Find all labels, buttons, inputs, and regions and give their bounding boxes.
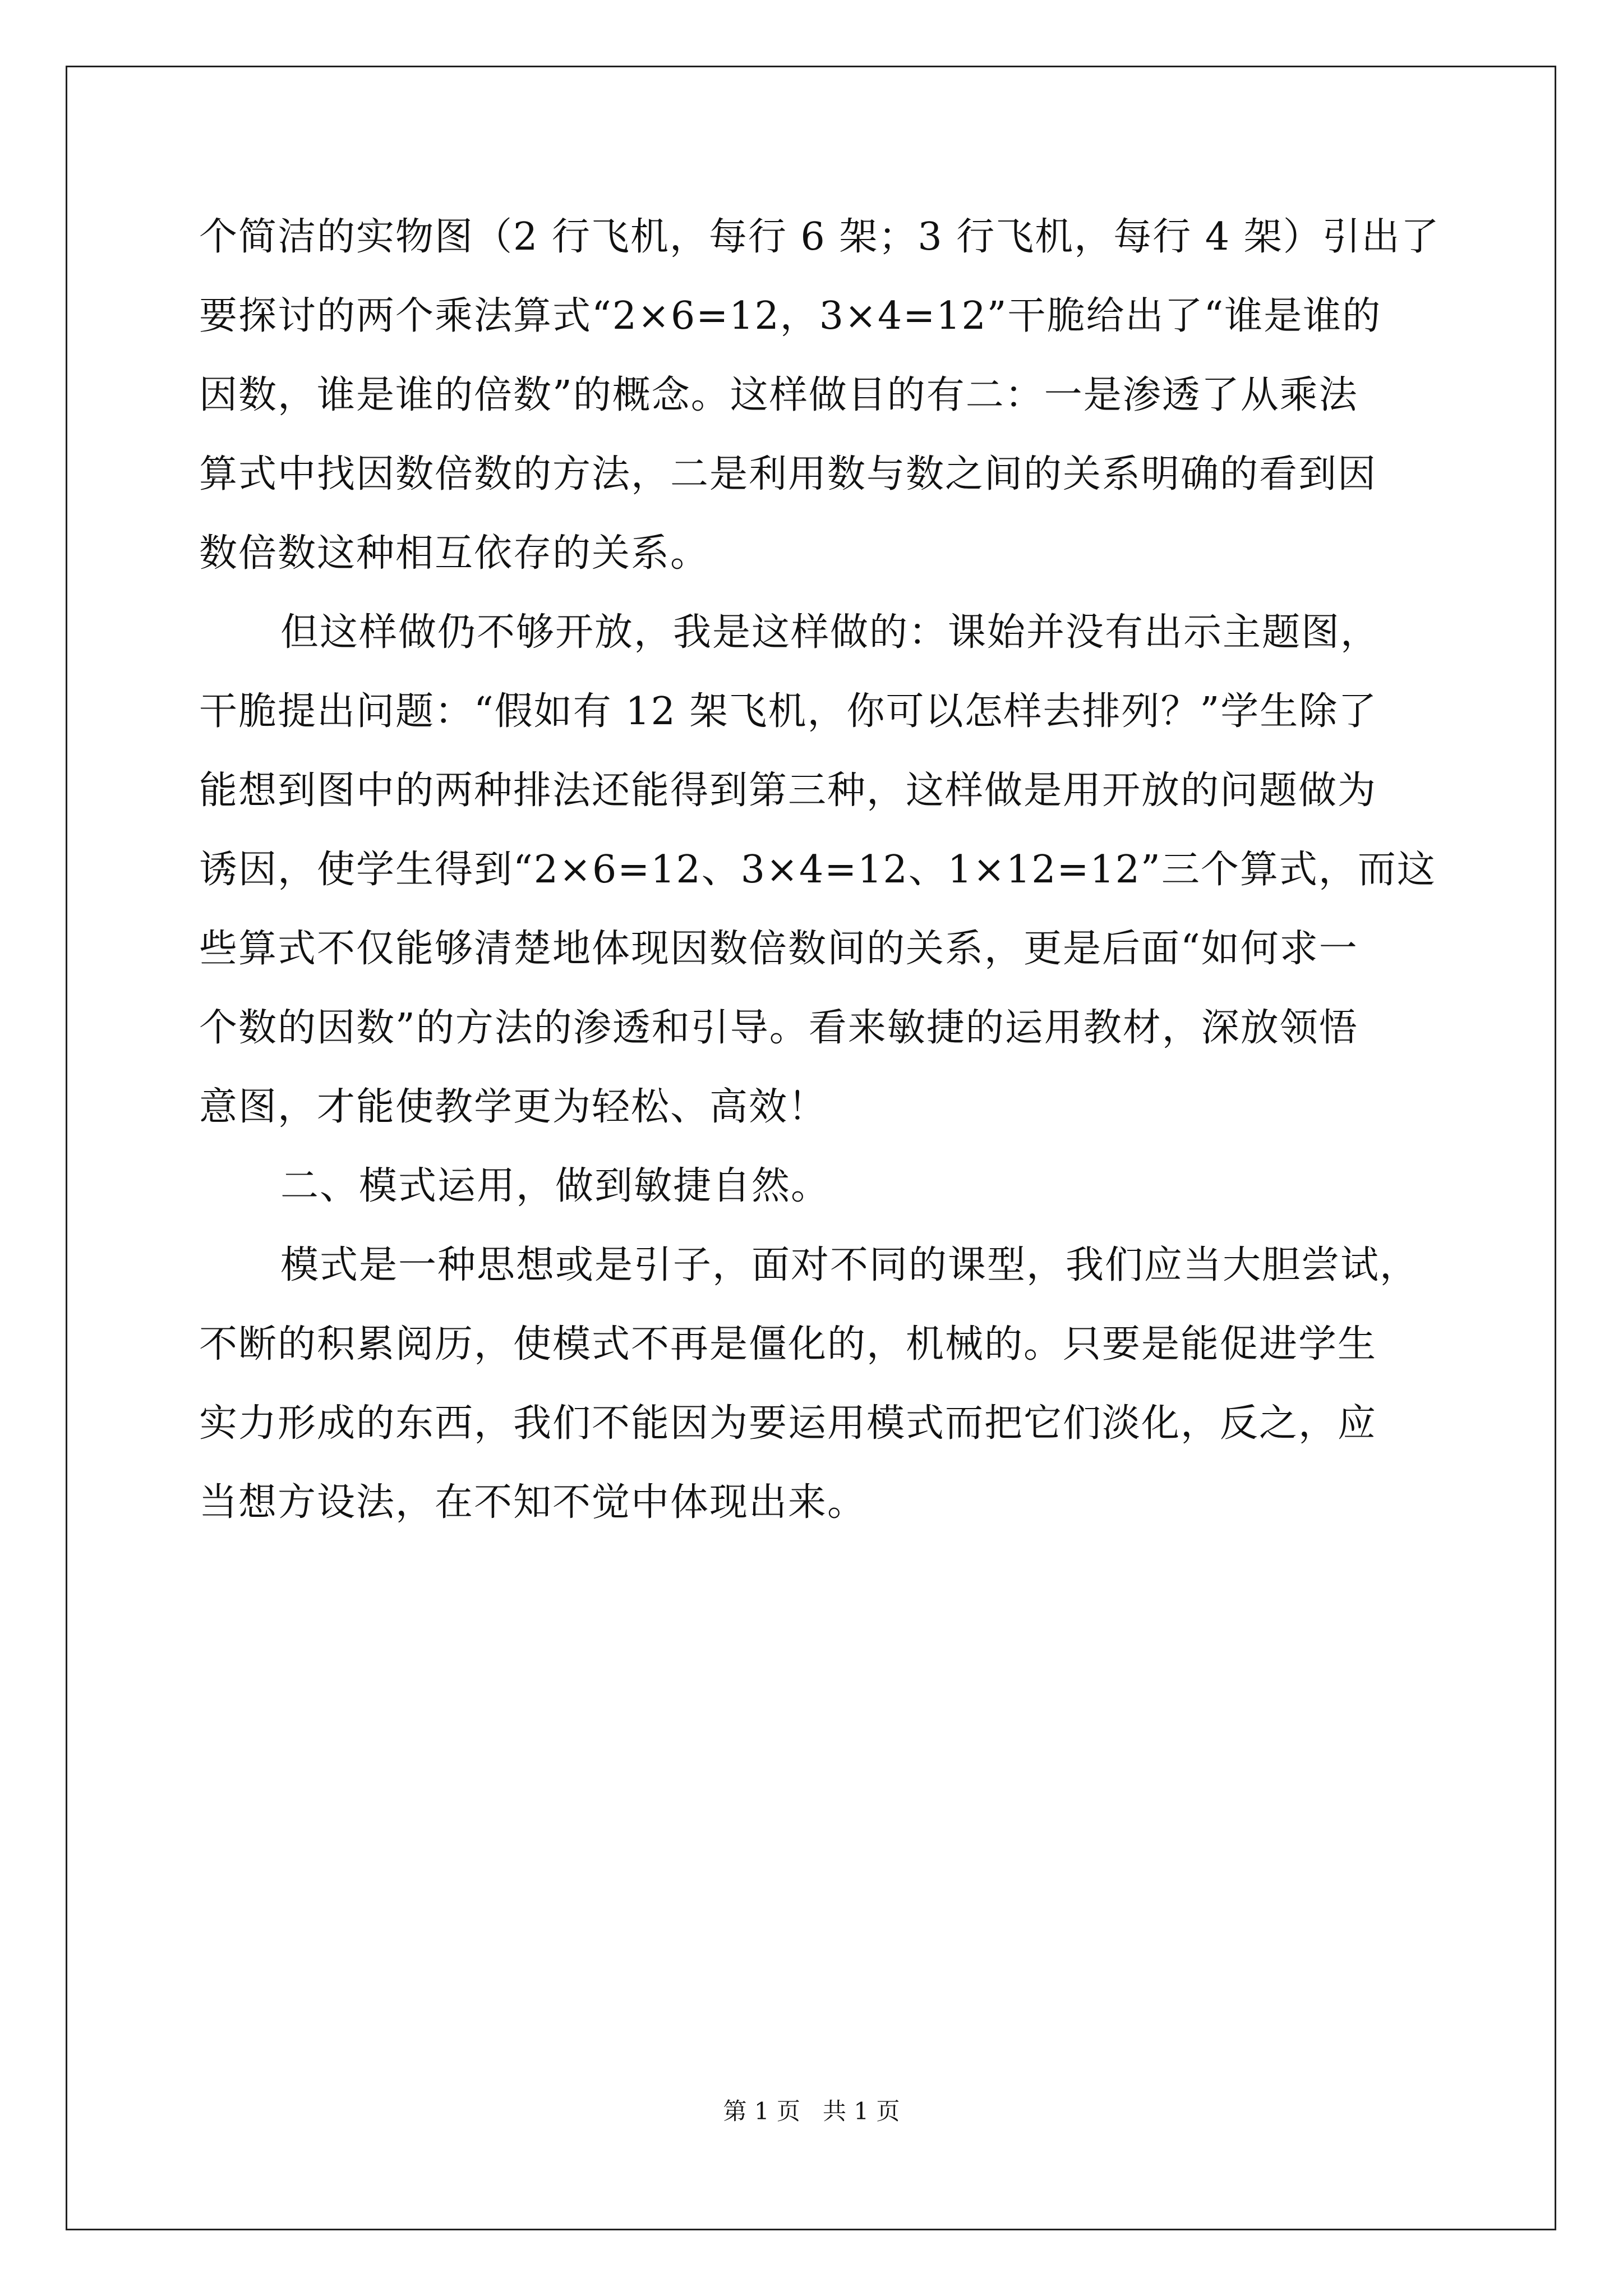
page-number-footer: 第 1 页 共 1 页: [723, 2097, 900, 2125]
paragraph-start-line: 但这样做仍不够开放，我是这样做的：课始并没有出示主题图，: [280, 610, 1380, 655]
text-line: 当想方设法，在不知不觉中体现出来。: [199, 1480, 867, 1525]
text-line: 算式中找因数倍数的方法，二是利用数与数之间的关系明确的看到因: [199, 452, 1377, 496]
text-line: 意图，才能使教学更为轻松、高效！: [199, 1085, 828, 1129]
section-heading: 二、模式运用，做到敏捷自然。: [280, 1164, 831, 1208]
text-line: 干脆提出问题：“假如有 12 架飞机，你可以怎样去排列？”学生除了: [199, 689, 1378, 734]
text-line: 诱因，使学生得到“2×6=12、3×4=12、1×12=12”三个算式，而这: [199, 848, 1436, 892]
text-line: 个简洁的实物图（2 行飞机，每行 6 架；3 行飞机，每行 4 架）引出了: [199, 215, 1440, 259]
text-line: 不断的积累阅历，使模式不再是僵化的，机械的。只要是能促进学生: [199, 1322, 1377, 1366]
paragraph-start-line: 模式是一种思想或是引子，面对不同的课型，我们应当大胆尝试，: [280, 1243, 1419, 1287]
text-line: 实力形成的东西，我们不能因为要运用模式而把它们淡化，反之，应: [199, 1401, 1377, 1446]
text-line: 个数的因数”的方法的渗透和引导。看来敏捷的运用教材，深放领悟: [199, 1006, 1358, 1050]
text-line: 要探讨的两个乘法算式“2×6=12，3×4=12”干脆给出了“谁是谁的: [199, 294, 1382, 338]
text-line: 因数，谁是谁的倍数”的概念。这样做目的有二：一是渗透了从乘法: [199, 373, 1358, 417]
text-line: 些算式不仅能够清楚地体现因数倍数间的关系，更是后面“如何求一: [199, 927, 1358, 971]
text-line: 数倍数这种相互依存的关系。: [199, 531, 710, 576]
text-line: 能想到图中的两种排法还能得到第三种，这样做是用开放的问题做为: [199, 769, 1377, 813]
